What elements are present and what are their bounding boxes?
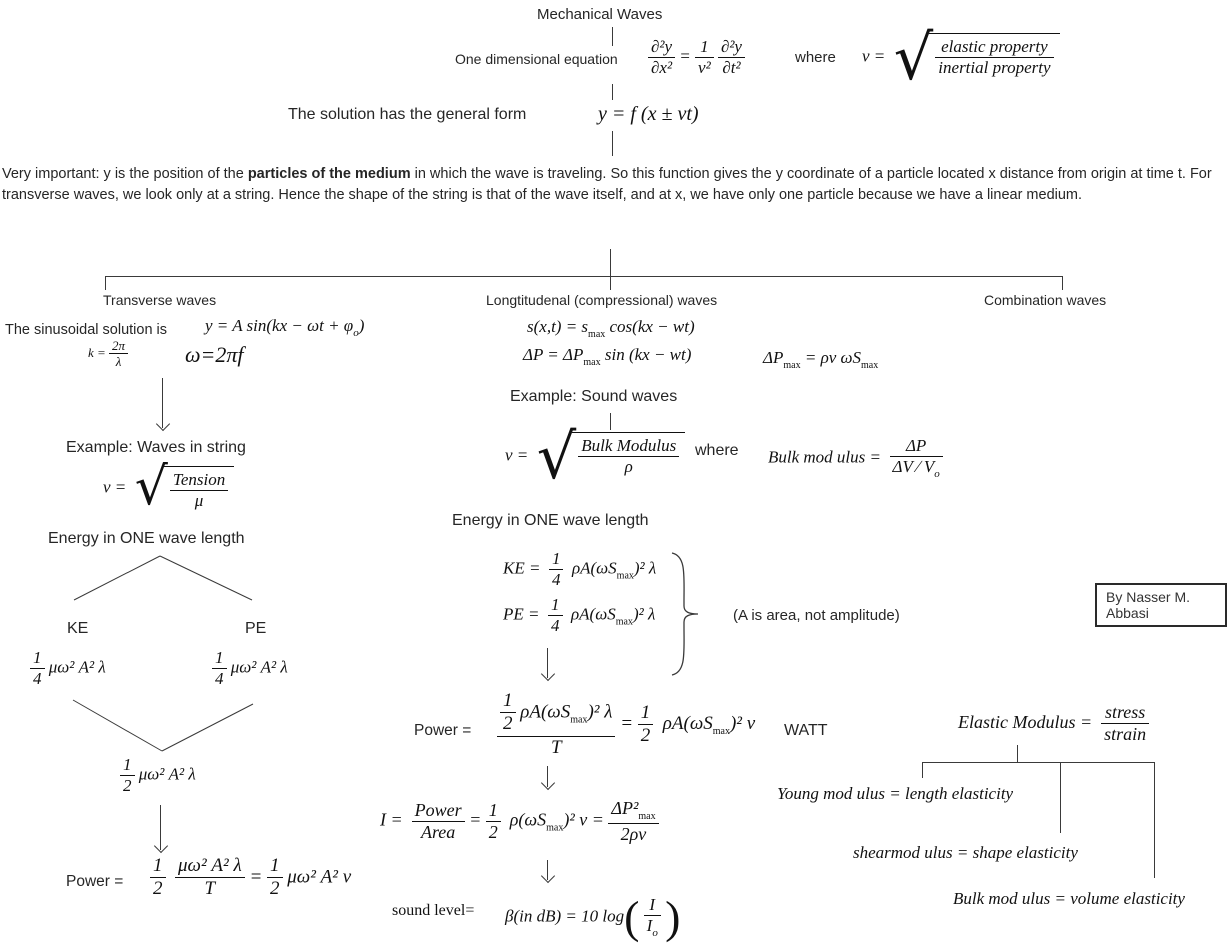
note-post: in which the wave is traveling. So this function gives the y coordinate of a particle located x distance from origin at time t. For transverse waves, we look only at a string. Hence the shape of the string is that of the wave itself, and at x, we have only one particle because we have a linear medium. [2, 166, 1212, 203]
big-paren-open: ( [624, 891, 640, 943]
modulus-tree-crossbar [922, 762, 1154, 763]
pe-label: PE [245, 620, 267, 637]
modulus-tree-trunk [1017, 745, 1018, 762]
one-dimensional-equation-label: One dimensional equation [455, 51, 618, 67]
tree-tick-right [1062, 276, 1063, 290]
arrow-down-to-sound-level [547, 860, 548, 880]
lhs: v = [862, 46, 886, 66]
tree-tick-mid [610, 276, 611, 290]
big-paren-close: ) [665, 891, 681, 943]
connector-sound-down [610, 413, 611, 430]
solution-form-equation: y = f (x ± vt) [598, 103, 699, 125]
modulus-tick-bulk [1154, 762, 1155, 878]
important-note [2, 164, 1225, 206]
omega-equation: ω=2πf [185, 342, 244, 367]
tree-trunk [610, 249, 611, 276]
sound-level-formula: β(in dB) = 10 log( $\frac{I}{I_o}$ ) [505, 891, 681, 943]
power-label-left: Power = [66, 873, 124, 890]
power-label-mid: Power = [414, 722, 472, 739]
shear-modulus-definition: shearmod ulus = shape elasticity [853, 843, 1078, 862]
speed-general-formula [862, 21, 1060, 94]
ke-quarter-formula: $\frac{1}{4}$ μω² A² λ [30, 648, 106, 689]
merge-lines-ke-pe [70, 697, 260, 755]
arrow-down-to-intensity [547, 766, 548, 787]
intensity-formula: I = Power Area = $\frac{1}{2}$ $\rho(\omega S_{max})^2$ v = $\Delta P^2_{max}$ 2ρv [380, 798, 659, 845]
where-label-mid: where [695, 442, 739, 459]
radical: √ Tension μ [135, 466, 234, 511]
pe-sound-formula: PE = $\frac{1}{4}$ $\rho A(\omega S_{max})^2$ λ [503, 595, 656, 636]
power-formula-mid: $\frac{1}{2}$ $\rho A(\omega S_{max})^2$ λ T = $\frac{1}{2}$ $\rho A(\omega S_{max})^2$ v [497, 690, 755, 759]
area-note: (A is area, not amplitude) [733, 607, 900, 624]
bulk-modulus-definition: Bulk mod ulus = $\frac{\Delta P}{\Delta V ∕ V_o}$ [768, 436, 943, 481]
elastic-modulus-formula: Elastic Modulus = stress strain [958, 702, 1149, 745]
radical-sign: √ [536, 420, 577, 493]
split-lines-ke-pe [68, 553, 258, 603]
wavenumber-equation: k = $\frac{2\pi}{\lambda}$ [88, 338, 128, 370]
equals: = [679, 46, 691, 66]
branch-label-longitudinal: Longtitudenal (compressional) waves [486, 292, 718, 308]
arrow-down-to-power-mid [547, 648, 548, 678]
pe-quarter-formula: $\frac{1}{4}$ μω² A² λ [212, 648, 288, 689]
pressure-max-equation: $\Delta P_{max} = \rho v$ $\omega S_{max}$ [763, 348, 879, 371]
page-title: Mechanical Waves [537, 6, 663, 23]
displacement-equation: $s(x,t) = s_{max}$ cos(kx − wt) [527, 317, 695, 340]
ke-sound-formula: KE = $\frac{1}{4}$ $\rho A(\omega S_{max})^2$ λ [503, 549, 657, 590]
note-pre: Very important: y is the position of the [2, 166, 248, 182]
tree-crossbar [105, 276, 1062, 277]
branch-label-combination: Combination waves [984, 292, 1107, 308]
sinusoidal-solution-label: The sinusoidal solution is [5, 322, 168, 338]
note-bold: particles of the medium [247, 166, 411, 182]
bulk-modulus-elasticity-definition: Bulk mod ulus = volume elasticity [953, 889, 1185, 908]
arrow-down-to-power-left [160, 805, 161, 850]
string-speed-formula: v = √ Tension μ [103, 466, 234, 511]
sound-level-label: sound level= [392, 902, 475, 919]
modulus-tick-young [922, 762, 923, 778]
radical: √ elastic property inertial property [894, 33, 1060, 83]
energy-label-transverse: Energy in ONE wave length [48, 530, 245, 547]
modulus-tick-shear [1060, 762, 1061, 833]
phi-sub: o [353, 327, 359, 339]
where-label-top: where [795, 49, 836, 66]
sinusoidal-equation: y = A $\sin(kx - \omega t + \varphi_o)$ [205, 316, 365, 339]
radical: √ Bulk Modulus ρ [537, 432, 685, 482]
young-modulus-definition: Young mod ulus = length elasticity [777, 784, 1014, 803]
pressure-equation: $\Delta P = \Delta P_{max}$ sin (kx − wt) [523, 345, 692, 368]
sound-speed-formula: v = √ Bulk Modulus ρ [505, 432, 685, 482]
waves-in-string-label: Example: Waves in string [66, 439, 246, 456]
grouping-brace [668, 551, 702, 677]
wave-eq-frac1: $\frac{\text{∂²y}}{\text{∂x²}}$ [648, 37, 675, 78]
author-byline-box: By Nasser M. Abbasi [1095, 583, 1227, 627]
ke-label: KE [67, 620, 89, 637]
radical-sign: √ [134, 457, 168, 517]
radical-sign: √ [893, 21, 934, 94]
solution-form-label: The solution has the general form [288, 106, 527, 123]
total-energy-formula: $\frac{1}{2}$ μω² A² λ [120, 755, 196, 796]
connector-title-down [612, 27, 613, 46]
wave-eq-frac2: $\frac{1}{\text{v²}}$ [695, 37, 714, 78]
arrow-down-to-string-example [162, 378, 163, 428]
watt-label: WATT [784, 722, 828, 739]
wave-equation [648, 37, 745, 78]
connector-eq-down [612, 84, 613, 100]
sound-waves-label: Example: Sound waves [510, 388, 678, 405]
energy-label-longitudinal: Energy in ONE wave length [452, 512, 649, 529]
wave-eq-frac3: $\frac{\text{∂²y}}{\text{∂t²}}$ [718, 37, 745, 78]
power-formula-left: $\frac{1}{2}$ $\frac{\text{μω² A² λ}}{T}$ = $\frac{1}{2}$ μω² A² v [150, 855, 351, 901]
branch-label-transverse: Transverse waves [103, 292, 217, 308]
connector-solution-down [612, 131, 613, 156]
tree-tick-left [105, 276, 106, 290]
